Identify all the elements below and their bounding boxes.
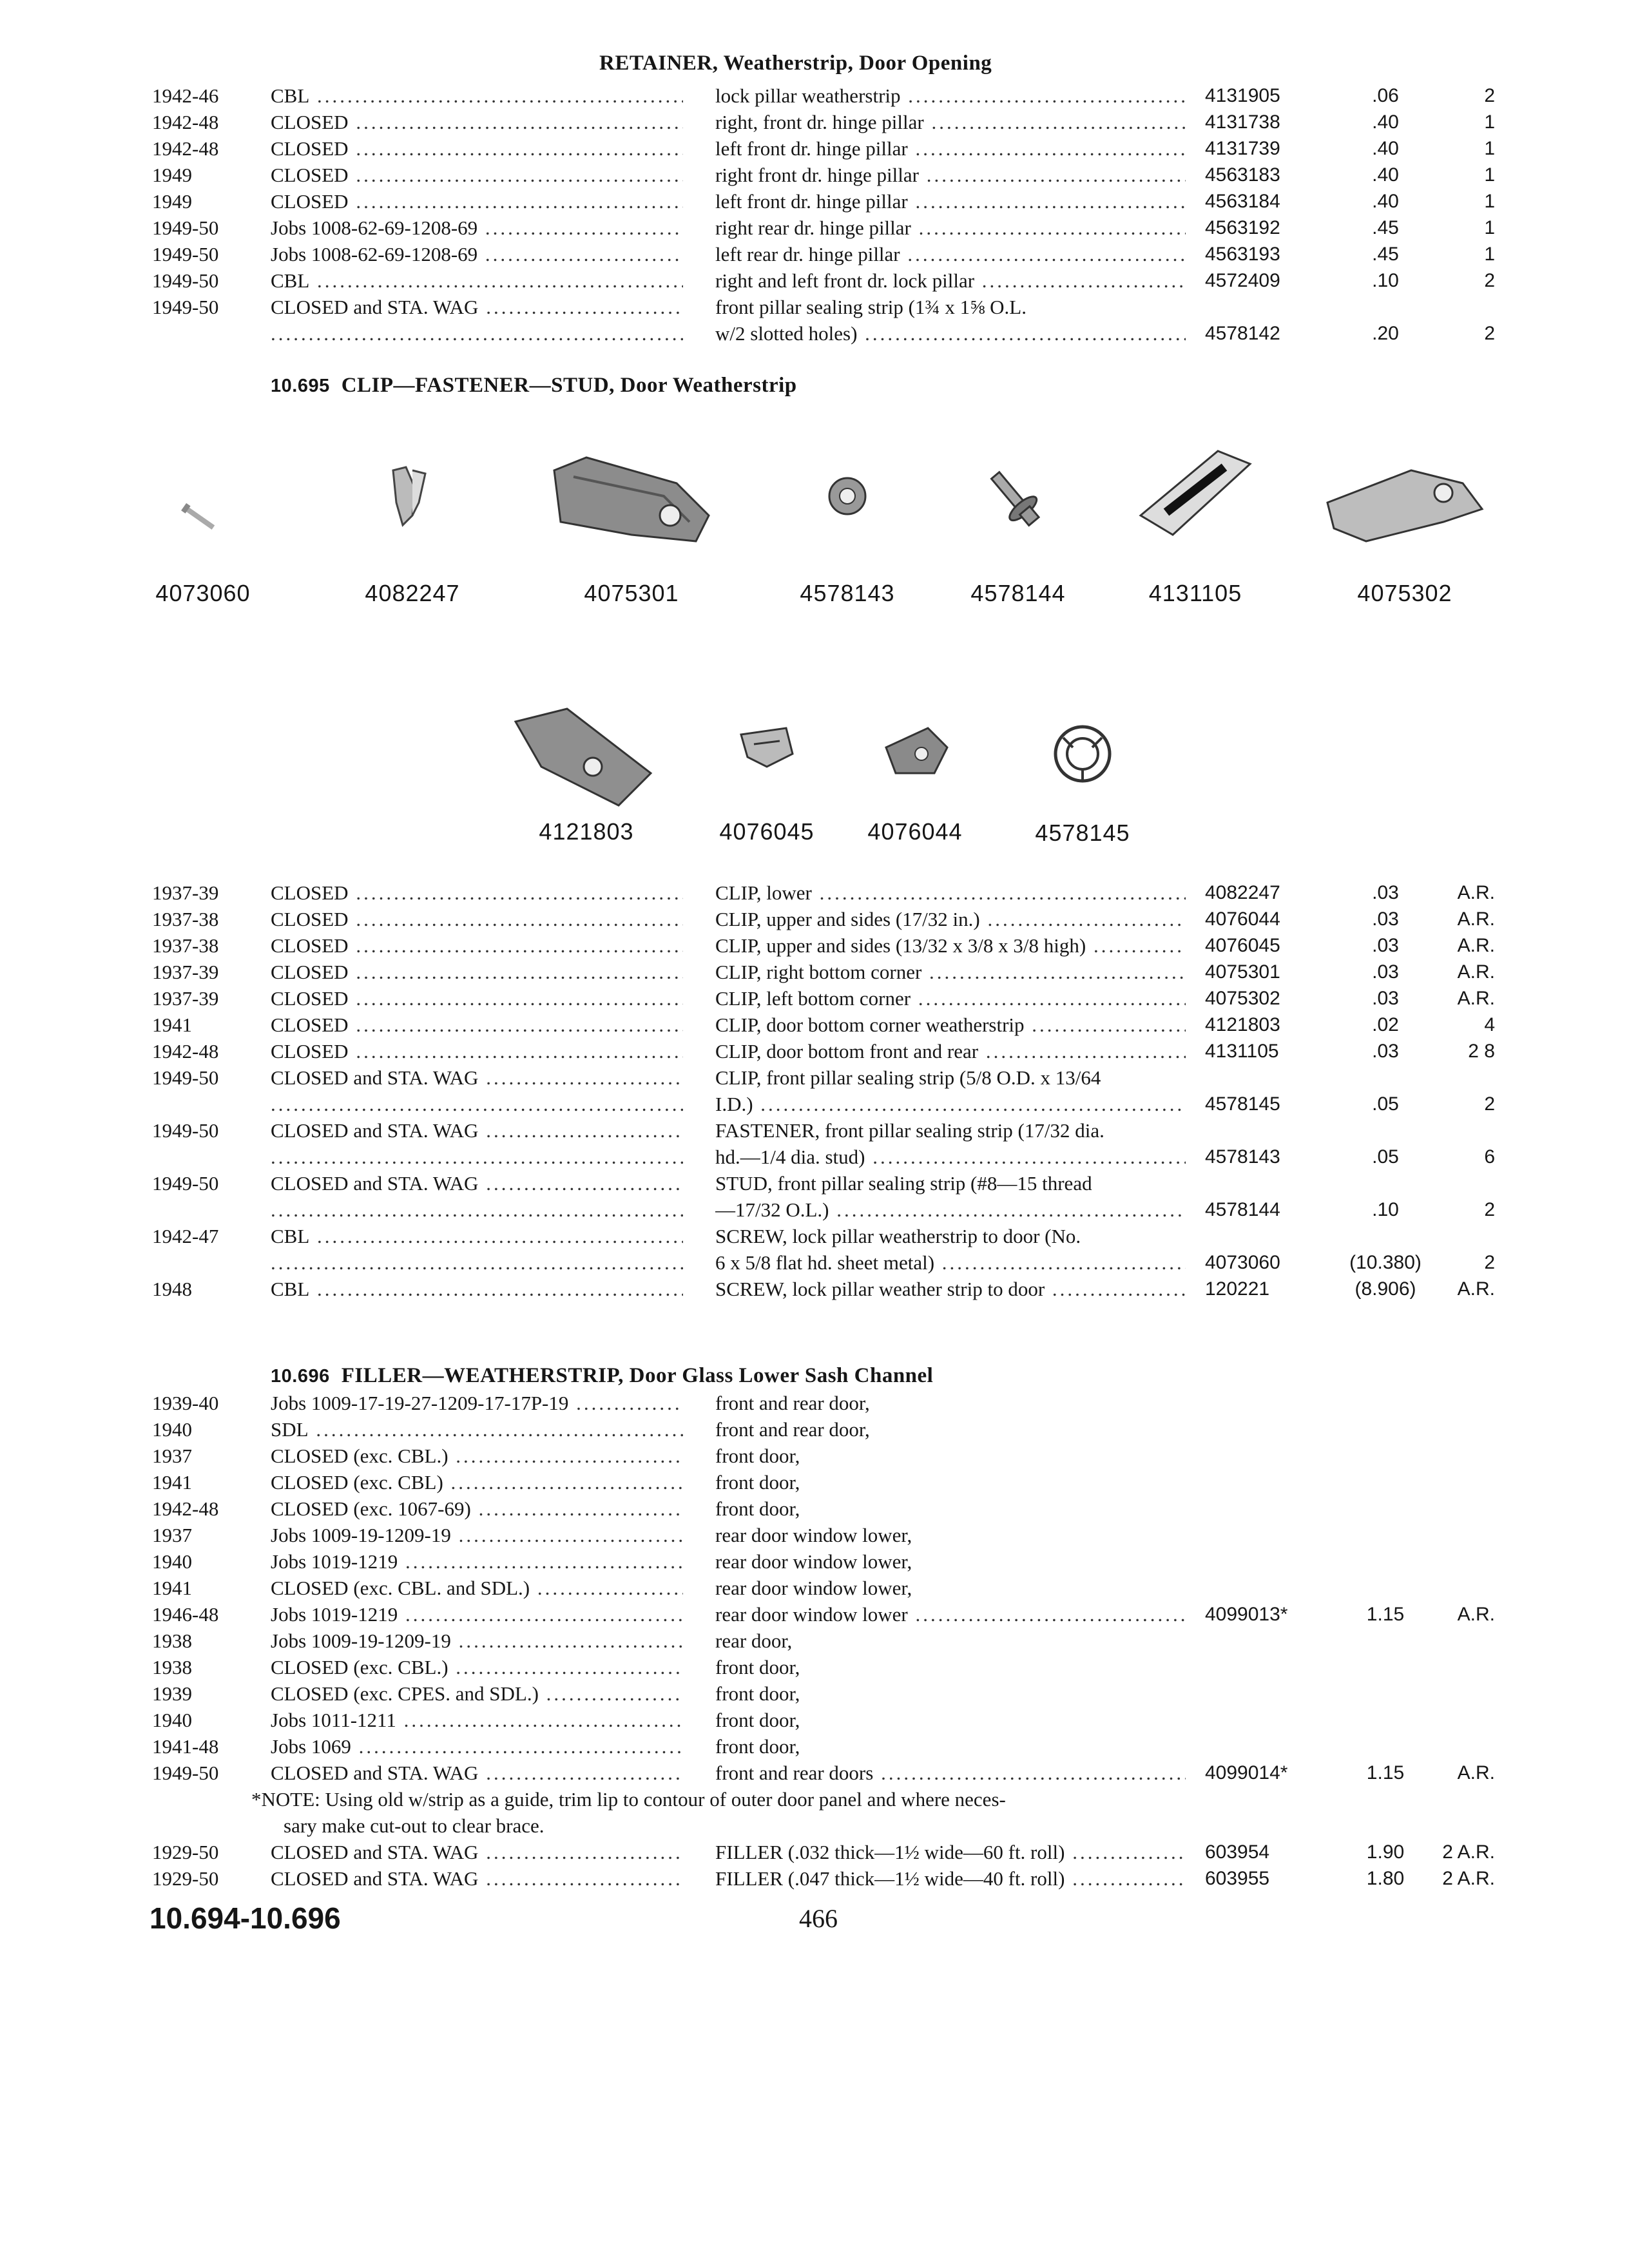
description-cell: rear door window lower, [715, 1550, 912, 1573]
price-cell: .45 [1372, 244, 1399, 265]
application-cell: CLOSED (exc. CBL. and SDL.) ..... [271, 1575, 683, 1601]
price-cell: .06 [1372, 85, 1399, 106]
part-number-cell: 4131105 [1205, 1041, 1279, 1062]
table-row [0, 241, 1629, 267]
application-cell: CLOSED (exc. CBL.) ..... [271, 1654, 683, 1680]
price-cell: .40 [1372, 138, 1399, 159]
year-cell: 1941 [152, 1471, 192, 1494]
part-number-cell: 4563184 [1205, 191, 1280, 212]
application-cell: CLOSED (exc. 1067-69) ..... [271, 1495, 683, 1522]
stud-icon [954, 451, 1083, 554]
description-cell: SCREW, lock pillar weatherstrip to door (No. [715, 1225, 1081, 1247]
year-cell: 1941-48 [152, 1735, 219, 1758]
part-number-cell: 4073060 [1205, 1252, 1280, 1273]
application-cell: CBL ..... [271, 82, 683, 109]
part-label: 4076045 [719, 818, 815, 845]
description-cell: front and rear doors ..... [715, 1760, 1186, 1786]
quantity-cell: 1 [1484, 191, 1495, 212]
year-cell: 1937-39 [152, 961, 219, 983]
year-cell: 1937-38 [152, 908, 219, 930]
application-cell: CLOSED ..... [271, 135, 683, 162]
description-cell: FILLER (.047 thick—1½ wide—40 ft. roll) ..... [715, 1865, 1186, 1892]
year-cell: 1949-50 [152, 1066, 219, 1089]
quantity-cell: 1 [1484, 138, 1495, 159]
price-cell: .40 [1372, 191, 1399, 212]
year-cell: 1937-39 [152, 881, 219, 904]
quantity-cell: 2 [1484, 85, 1495, 106]
description-cell: front door, [715, 1735, 800, 1758]
table-row [0, 1223, 1629, 1249]
price-cell: .05 [1372, 1146, 1399, 1168]
part-number-cell: 603954 [1205, 1841, 1270, 1863]
channel-clip-icon [1121, 438, 1269, 561]
table-row [0, 1170, 1629, 1196]
application-cell: CLOSED ..... [271, 879, 683, 906]
part-number-cell: 603955 [1205, 1868, 1270, 1889]
table-row [0, 1064, 1629, 1091]
part-number-cell: 4099013* [1205, 1604, 1288, 1625]
clip-icon [857, 709, 973, 805]
part-label: 4073060 [155, 580, 251, 606]
table-row [0, 82, 1629, 109]
application-cell: Jobs 1008-62-69-1208-69 ..... [271, 215, 683, 241]
description-cell: rear door window lower, [715, 1577, 912, 1599]
quantity-cell: 1 [1484, 111, 1495, 133]
year-cell: 1938 [152, 1656, 192, 1678]
clip-icon [709, 709, 825, 805]
application-cell [271, 1196, 683, 1223]
application-cell: CLOSED and STA. WAG ..... [271, 1760, 683, 1786]
year-cell: 1942-47 [152, 1225, 219, 1247]
table-row [0, 1012, 1629, 1038]
part-number-cell: 4563193 [1205, 244, 1280, 265]
part-number-cell: 4082247 [1205, 882, 1280, 903]
description-cell: 6 x 5/8 flat hd. sheet metal) ..... [715, 1249, 1186, 1276]
description-cell: CLIP, front pillar sealing strip (5/8 O.D. x 13/64 [715, 1066, 1101, 1089]
application-cell: CLOSED and STA. WAG ..... [271, 1117, 683, 1144]
year-cell: 1929-50 [152, 1867, 219, 1890]
description-cell: front pillar sealing strip (1¾ x 1⅝ O.L. [715, 296, 1027, 318]
table-row [0, 1469, 1629, 1495]
year-cell: 1939-40 [152, 1392, 219, 1414]
clip-title: 10.695 CLIP—FASTENER—STUD, Door Weatherstrip [271, 374, 797, 397]
application-cell: CLOSED ..... [271, 1012, 683, 1038]
description-cell: CLIP, lower ..... [715, 879, 1186, 906]
quantity-cell: 4 [1484, 1014, 1495, 1035]
year-cell: 1949-50 [152, 269, 219, 292]
description-cell: left front dr. hinge pillar ..... [715, 135, 1186, 162]
table-row [0, 294, 1629, 320]
table-row [0, 1196, 1629, 1223]
application-cell: CLOSED (exc. CBL.) ..... [271, 1443, 683, 1469]
table-row [0, 1733, 1629, 1760]
description-cell: left rear dr. hinge pillar ..... [715, 241, 1186, 267]
note-text: sary make cut-out to clear brace. [284, 1814, 545, 1837]
part-number-cell: 4131738 [1205, 111, 1280, 133]
application-cell: CLOSED ..... [271, 932, 683, 959]
price-cell: (10.380) [1349, 1252, 1422, 1273]
price-cell: 1.90 [1366, 1841, 1405, 1863]
price-cell: .45 [1372, 217, 1399, 238]
clip-table [0, 879, 1629, 1302]
screw-icon [148, 464, 258, 561]
table-row [0, 1249, 1629, 1276]
year-cell: 1949-50 [152, 1762, 219, 1784]
table-row [0, 1495, 1629, 1522]
table-row [0, 1091, 1629, 1117]
application-cell: Jobs 1009-19-1209-19 ..... [271, 1628, 683, 1654]
description-cell: right front dr. hinge pillar ..... [715, 162, 1186, 188]
quantity-cell: 2 [1484, 1199, 1495, 1220]
year-cell: 1942-48 [152, 137, 219, 160]
description-cell: front door, [715, 1445, 800, 1467]
quantity-cell: 1 [1484, 217, 1495, 238]
filler-table [0, 1390, 1629, 1892]
description-cell: front and rear door, [715, 1392, 870, 1414]
application-cell: Jobs 1019-1219 ..... [271, 1601, 683, 1628]
table-row [0, 135, 1629, 162]
application-cell: CLOSED ..... [271, 188, 683, 215]
description-cell: front door, [715, 1471, 800, 1494]
quantity-cell: 1 [1484, 164, 1495, 186]
description-cell: FASTENER, front pillar sealing strip (17/32 dia. [715, 1119, 1104, 1142]
application-cell [271, 1091, 683, 1117]
year-cell: 1949 [152, 164, 192, 186]
table-row [0, 1575, 1629, 1601]
application-cell: CLOSED ..... [271, 985, 683, 1012]
part-number-cell: 4572409 [1205, 270, 1280, 291]
year-cell: 1949 [152, 190, 192, 213]
price-cell: .02 [1372, 1014, 1399, 1035]
year-cell: 1940 [152, 1709, 192, 1731]
ring-clip-icon [1025, 709, 1141, 805]
description-cell: front door, [715, 1497, 800, 1520]
description-cell: CLIP, upper and sides (13/32 x 3/8 x 3/8 high) ..... [715, 932, 1186, 959]
table-row [0, 906, 1629, 932]
application-cell: CLOSED ..... [271, 1038, 683, 1064]
part-label: 4578145 [1035, 820, 1130, 846]
quantity-cell: 2 [1484, 323, 1495, 344]
quantity-cell: A.R. [1457, 961, 1495, 983]
part-number-cell: 4578145 [1205, 1093, 1280, 1115]
application-cell: Jobs 1069 ..... [271, 1733, 683, 1760]
application-cell: CLOSED and STA. WAG ..... [271, 1064, 683, 1091]
part-number-cell: 4578142 [1205, 323, 1280, 344]
table-row [0, 1390, 1629, 1416]
table-row [0, 1038, 1629, 1064]
page-number: 466 [799, 1904, 838, 1933]
part-number-cell: 4075301 [1205, 961, 1280, 983]
year-cell: 1940 [152, 1550, 192, 1573]
table-row [0, 1522, 1629, 1548]
application-cell: Jobs 1009-19-1209-19 ..... [271, 1522, 683, 1548]
year-cell: 1949-50 [152, 296, 219, 318]
table-row [0, 1548, 1629, 1575]
application-cell: CLOSED ..... [271, 162, 683, 188]
price-cell: 1.15 [1366, 1762, 1405, 1783]
application-cell: CBL ..... [271, 1276, 683, 1302]
price-cell: .10 [1372, 1199, 1399, 1220]
application-cell: CLOSED and STA. WAG ..... [271, 294, 683, 320]
description-cell: hd.—1/4 dia. stud) ..... [715, 1144, 1186, 1170]
application-cell [271, 1249, 683, 1276]
description-cell: right, front dr. hinge pillar ..... [715, 109, 1186, 135]
quantity-cell: 2 [1484, 1252, 1495, 1273]
year-cell: 1942-48 [152, 1040, 219, 1062]
application-cell: CLOSED (exc. CBL) ..... [271, 1469, 683, 1495]
description-cell: FILLER (.032 thick—1½ wide—60 ft. roll) ..... [715, 1839, 1186, 1865]
part-number-cell: 4578143 [1205, 1146, 1280, 1168]
year-cell: 1941 [152, 1014, 192, 1036]
table-row [0, 215, 1629, 241]
table-row [0, 1839, 1629, 1865]
price-cell: .03 [1372, 961, 1399, 983]
table-row [0, 1680, 1629, 1707]
quantity-cell: 2 A.R. [1442, 1868, 1495, 1889]
year-cell: 1937-39 [152, 987, 219, 1010]
table-row [0, 1144, 1629, 1170]
description-cell: I.D.) ..... [715, 1091, 1186, 1117]
description-cell: rear door, [715, 1629, 793, 1652]
description-cell: right rear dr. hinge pillar ..... [715, 215, 1186, 241]
description-cell: right and left front dr. lock pillar ..... [715, 267, 1186, 294]
part-label: 4075302 [1357, 580, 1452, 606]
year-cell: 1942-48 [152, 111, 219, 133]
description-cell: left front dr. hinge pillar ..... [715, 188, 1186, 215]
quantity-cell: 2 [1484, 270, 1495, 291]
bracket-icon [1315, 445, 1495, 561]
table-row [0, 1760, 1629, 1786]
application-cell: SDL ..... [271, 1416, 683, 1443]
description-cell: SCREW, lock pillar weather strip to door ..... [715, 1276, 1186, 1302]
price-cell: .03 [1372, 988, 1399, 1009]
part-number-cell: 4131905 [1205, 85, 1280, 106]
quantity-cell: A.R. [1457, 908, 1495, 930]
application-cell: Jobs 1008-62-69-1208-69 ..... [271, 241, 683, 267]
quantity-cell: A.R. [1457, 1604, 1495, 1625]
table-row [0, 1416, 1629, 1443]
clip-icon [348, 451, 477, 554]
description-cell: CLIP, door bottom front and rear ..... [715, 1038, 1186, 1064]
description-cell: front and rear door, [715, 1418, 870, 1441]
table-row [0, 1654, 1629, 1680]
part-number-cell: 4076044 [1205, 908, 1280, 930]
fastener-icon [783, 451, 912, 554]
filler-title: 10.696 FILLER—WEATHERSTRIP, Door Glass Lower Sash Channel [271, 1364, 934, 1387]
table-row [0, 1443, 1629, 1469]
application-cell [271, 1144, 683, 1170]
table-row [0, 267, 1629, 294]
quantity-cell: 2 A.R. [1442, 1841, 1495, 1863]
application-cell: CLOSED and STA. WAG ..... [271, 1839, 683, 1865]
part-number-cell: 4099014* [1205, 1762, 1288, 1783]
year-cell: 1929-50 [152, 1841, 219, 1863]
description-cell: front door, [715, 1709, 800, 1731]
table-row [0, 1117, 1629, 1144]
note-text: *NOTE: Using old w/strip as a guide, trim lip to contour of outer door panel and where neces- [251, 1788, 1006, 1811]
price-cell: 1.15 [1366, 1604, 1405, 1625]
year-cell: 1937-38 [152, 934, 219, 957]
application-cell: CLOSED and STA. WAG ..... [271, 1170, 683, 1196]
part-number-cell: 4076045 [1205, 935, 1280, 956]
quantity-cell: 1 [1484, 244, 1495, 265]
quantity-cell: 2 8 [1468, 1041, 1495, 1062]
quantity-cell: 6 [1484, 1146, 1495, 1168]
part-label: 4121803 [539, 818, 634, 845]
price-cell: .05 [1372, 1093, 1399, 1115]
price-cell: .10 [1372, 270, 1399, 291]
part-label: 4082247 [365, 580, 460, 606]
retainer-title: RETAINER, Weatherstrip, Door Opening [599, 52, 992, 75]
description-cell: STUD, front pillar sealing strip (#8—15 thread [715, 1172, 1092, 1195]
application-cell: CLOSED ..... [271, 109, 683, 135]
part-label: 4076044 [867, 818, 963, 845]
description-cell: CLIP, upper and sides (17/32 in.) ..... [715, 906, 1186, 932]
table-row [0, 109, 1629, 135]
price-cell: (8.906) [1354, 1278, 1416, 1300]
application-cell: Jobs 1009-17-19-27-1209-17-17P-19 ..... [271, 1390, 683, 1416]
table-row [0, 879, 1629, 906]
year-cell: 1942-46 [152, 84, 219, 107]
application-cell: CLOSED and STA. WAG ..... [271, 1865, 683, 1892]
table-row [0, 1601, 1629, 1628]
description-cell: front door, [715, 1682, 800, 1705]
application-cell: CLOSED ..... [271, 959, 683, 985]
part-label: 4578143 [800, 580, 895, 606]
bracket-icon [535, 445, 728, 561]
description-cell: CLIP, left bottom corner ..... [715, 985, 1186, 1012]
part-number-cell: 120221 [1205, 1278, 1270, 1300]
year-cell: 1949-50 [152, 243, 219, 265]
price-cell: .03 [1372, 882, 1399, 903]
application-cell [271, 320, 683, 347]
part-number-cell: 4121803 [1205, 1014, 1280, 1035]
section-range: 10.694-10.696 [149, 1901, 341, 1935]
table-row [0, 932, 1629, 959]
description-cell: CLIP, door bottom corner weatherstrip ..... [715, 1012, 1186, 1038]
quantity-cell: A.R. [1457, 1762, 1495, 1783]
description-cell: w/2 slotted holes) ..... [715, 320, 1186, 347]
application-cell: CLOSED (exc. CPES. and SDL.) ..... [271, 1680, 683, 1707]
table-row [0, 959, 1629, 985]
year-cell: 1938 [152, 1629, 192, 1652]
table-row [0, 1628, 1629, 1654]
table-row [0, 162, 1629, 188]
application-cell: Jobs 1019-1219 ..... [271, 1548, 683, 1575]
quantity-cell: 2 [1484, 1093, 1495, 1115]
description-cell: —17/32 O.L.) ..... [715, 1196, 1186, 1223]
table-row [0, 1865, 1629, 1892]
part-number-cell: 4563183 [1205, 164, 1280, 186]
year-cell: 1940 [152, 1418, 192, 1441]
year-cell: 1937 [152, 1445, 192, 1467]
year-cell: 1949-50 [152, 1172, 219, 1195]
quantity-cell: A.R. [1457, 935, 1495, 956]
part-number-cell: 4075302 [1205, 988, 1280, 1009]
year-cell: 1949-50 [152, 1119, 219, 1142]
price-cell: .40 [1372, 111, 1399, 133]
price-cell: .03 [1372, 908, 1399, 930]
table-row [0, 1276, 1629, 1302]
description-cell: CLIP, right bottom corner ..... [715, 959, 1186, 985]
table-row [0, 320, 1629, 347]
price-cell: 1.80 [1366, 1868, 1405, 1889]
price-cell: .20 [1372, 323, 1399, 344]
quantity-cell: A.R. [1457, 1278, 1495, 1300]
year-cell: 1942-48 [152, 1497, 219, 1520]
application-cell: CBL ..... [271, 1223, 683, 1249]
part-label: 4075301 [584, 580, 679, 606]
year-cell: 1948 [152, 1278, 192, 1300]
year-cell: 1949-50 [152, 216, 219, 239]
part-number-cell: 4578144 [1205, 1199, 1280, 1220]
part-label: 4578144 [970, 580, 1066, 606]
table-row [0, 985, 1629, 1012]
price-cell: .40 [1372, 164, 1399, 186]
description-cell: rear door window lower, [715, 1524, 912, 1546]
year-cell: 1941 [152, 1577, 192, 1599]
year-cell: 1939 [152, 1682, 192, 1705]
year-cell: 1946-48 [152, 1603, 219, 1626]
description-cell: lock pillar weatherstrip ..... [715, 82, 1186, 109]
table-row [0, 1707, 1629, 1733]
year-cell: 1937 [152, 1524, 192, 1546]
application-cell: CBL ..... [271, 267, 683, 294]
price-cell: .03 [1372, 935, 1399, 956]
application-cell: Jobs 1011-1211 ..... [271, 1707, 683, 1733]
price-cell: .03 [1372, 1041, 1399, 1062]
table-row [0, 188, 1629, 215]
quantity-cell: A.R. [1457, 988, 1495, 1009]
description-cell: front door, [715, 1656, 800, 1678]
corner-clip-icon [503, 696, 670, 818]
part-number-cell: 4563192 [1205, 217, 1280, 238]
description-cell: rear door window lower ..... [715, 1601, 1186, 1628]
retainer-table [0, 82, 1629, 347]
part-label: 4131105 [1148, 580, 1242, 606]
application-cell: CLOSED ..... [271, 906, 683, 932]
part-number-cell: 4131739 [1205, 138, 1280, 159]
quantity-cell: A.R. [1457, 882, 1495, 903]
